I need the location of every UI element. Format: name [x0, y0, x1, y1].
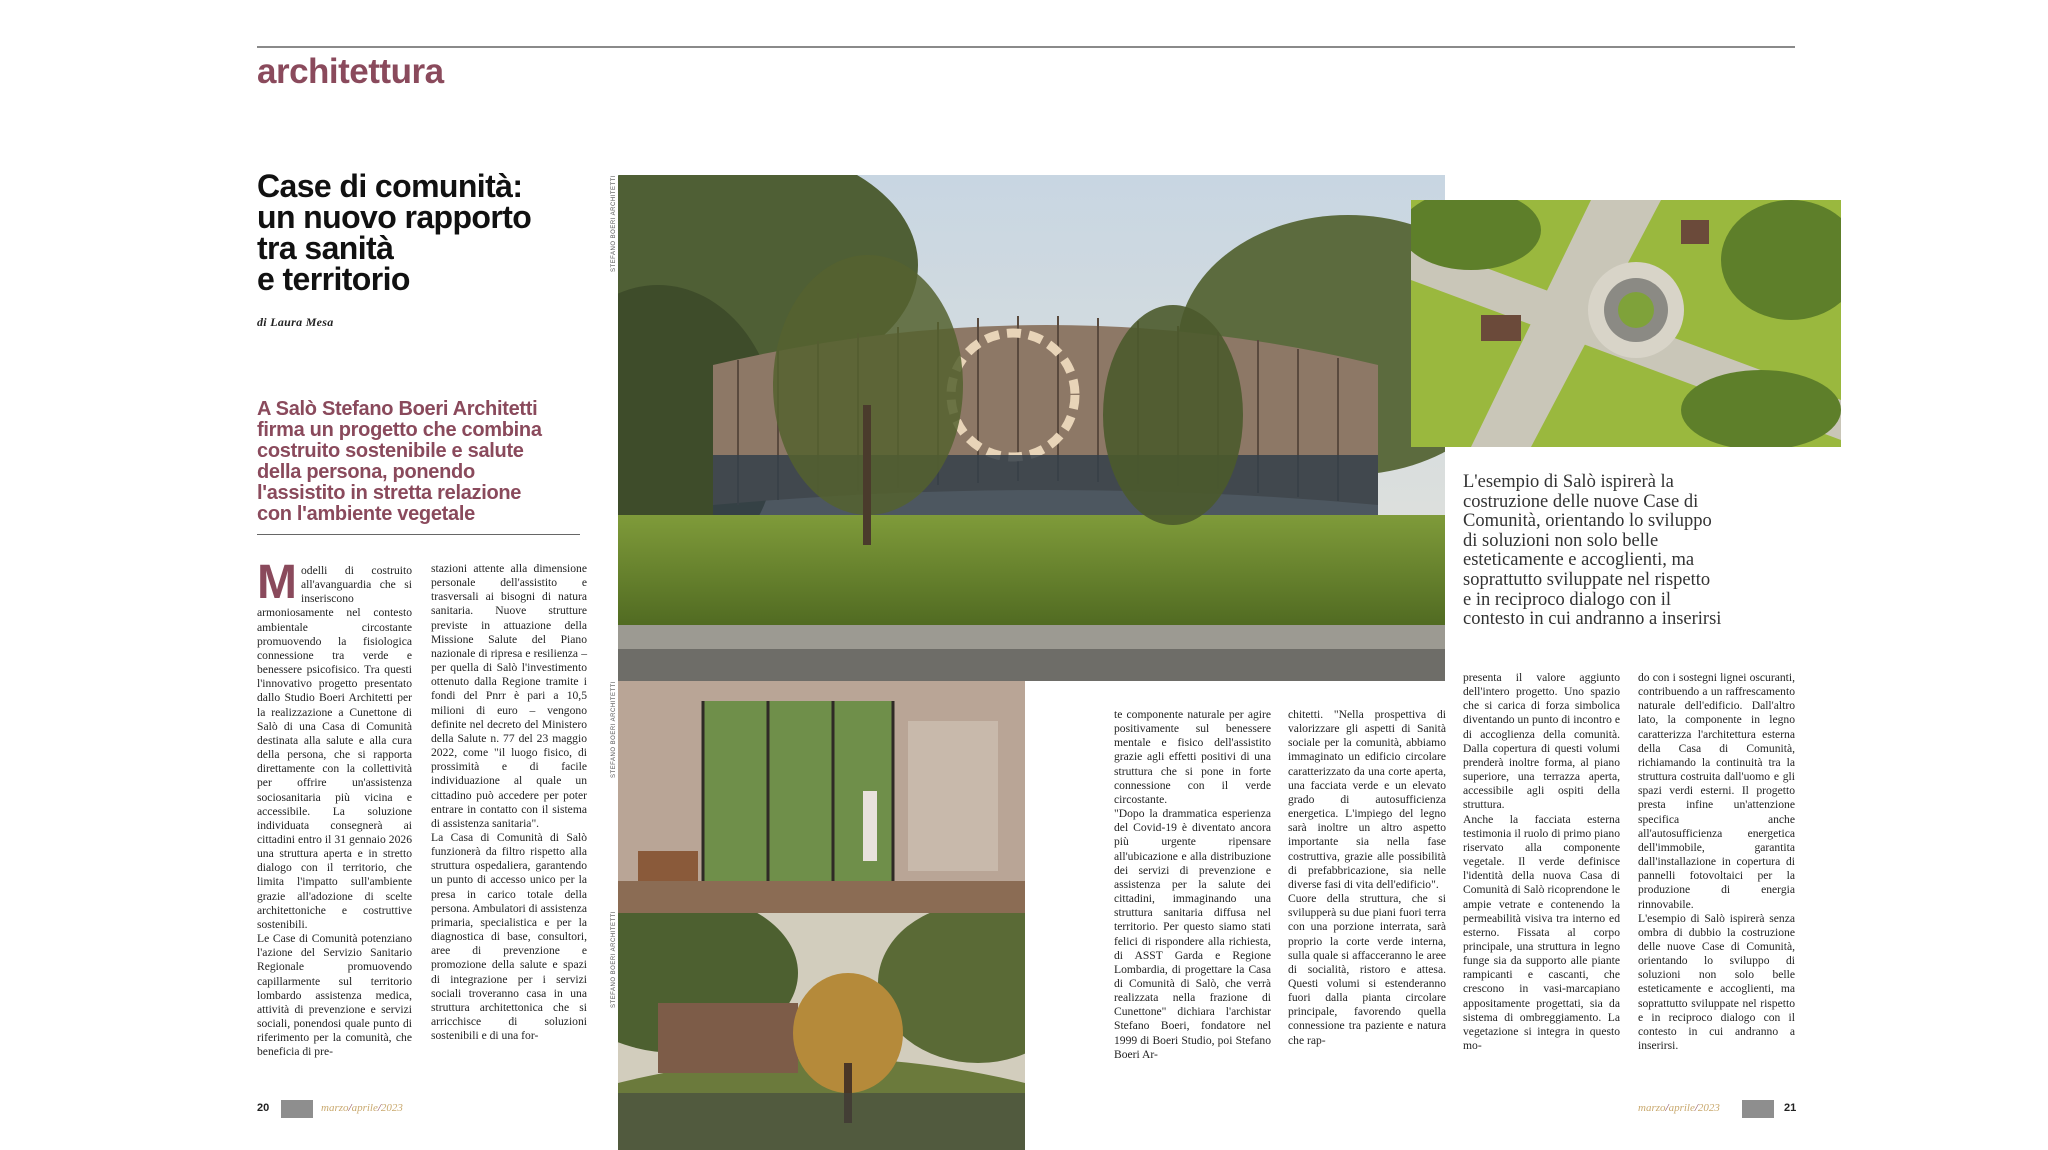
photo-credit: STEFANO BOERI ARCHITETTI — [611, 680, 617, 778]
photo-credit: STEFANO BOERI ARCHITETTI — [611, 174, 617, 272]
date-sep: / — [1694, 1102, 1698, 1114]
date-month: marzo — [1638, 1102, 1666, 1114]
title-line: tra sanità — [257, 230, 394, 266]
body-paragraph: Le Case di Comunità potenziano l'azione del Servizio Sanitario Regionale promuovendo capillarmente sul territorio lombardo assistenza medica, attività di prevenzione e servizi sociali, ponendosi quale punto di riferimento per la comunità, che beneficia di pre- — [257, 932, 412, 1059]
date-sep: / — [377, 1102, 381, 1114]
folio-box — [1742, 1100, 1774, 1118]
standfirst-rule — [257, 534, 580, 535]
quote-line: contesto in cui andranno a inserirsi — [1463, 609, 1722, 630]
body-paragraph: presenta il valore aggiunto dell'intero progetto. Uno spazio che si carica di forza simbolica diventando un punto di incontro e di accoglienza della comunità. Dalla copertura di questi volumi prenderà inoltre forma, al piano superiore, una terrazza aperta, accessibile agli ospiti della struttura. — [1463, 671, 1620, 812]
standfirst-line: costruito sostenibile e salute — [257, 440, 524, 462]
body-paragraph: stazioni attente alla dimensione personale dell'assistito e trasversali ai bisogni di natura sanitaria. Nuove strutture previste in attuazione della Missione Salute del Piano nazionale di ripresa e resilienza – per quella di Salò l'investimento ottenuto dalla Regione tramite i fondi del Pnrr è pari a 10,5 milioni di euro – vengono definite nel decreto del Ministero della Salute n. 77 del 23 maggio 2022, come "il luogo fisico, di prossimità e di facile individuazione al quale un cittadino può accedere per poter entrare in contatto con il sistema di assistenza sanitaria". — [431, 562, 587, 830]
standfirst-line: A Salò Stefano Boeri Architetti — [257, 398, 538, 420]
exterior-render-photo — [618, 175, 1445, 681]
standfirst — [257, 399, 587, 525]
quote-line: di soluzioni non solo belle — [1463, 530, 1659, 551]
interior-render-photo — [618, 681, 1025, 913]
date-month: marzo — [321, 1102, 349, 1114]
article-title — [257, 168, 597, 297]
title-line: Case di comunità: — [257, 168, 523, 204]
quote-line: L'esempio di Salò ispirerà la — [1463, 472, 1674, 492]
date-year: 2023 — [1697, 1102, 1720, 1114]
standfirst-line: l'assistito in stretta relazione — [257, 482, 522, 504]
body-paragraph: Cuore della struttura, che si svilupperà su due piani fuori terra con una porzione interrata, sarà proprio la corte verde interna, sulla quale si affacceranno le aree di socialità, ristoro e attesa. Questi volumi si estenderanno fuori dalla pianta circolare principale, favorendo quella connessione tra paziente e natura che rap- — [1288, 892, 1446, 1047]
body-paragraph: Anche la facciata esterna testimonia il ruolo di primo piano riservato alla componente vegetale. Il verde definisce l'identità della nuova Casa di Comunità di Salò ricoprendone le ampie vetrate e contenendo la permeabilità visiva tra interno ed esterno. Fissata al corpo principale, una struttura in legno funge sia da supporto alle piante rampicanti e cascanti, che crescono in vasi-marcapiano appositamente progettati, sia da sistema di ombreggiamento. La vegetazione si integra in questo mo- — [1463, 812, 1620, 1053]
page-number-left: 20 — [257, 1102, 270, 1114]
body-paragraph: chitetti. "Nella prospettiva di valorizzare gli aspetti di Sanità sociale per la comunità, abbiamo immaginato un edificio circolare caratterizzato da una corte aperta, una facciata verde e un elevato grado di autosufficienza energetica. L'impiego del legno sarà inoltre un altro aspetto importante sia nella fase costruttiva, grazie alle possibilità di prefabbricazione, sia nelle diverse fasi di vita dell'edificio". — [1288, 708, 1446, 891]
photo-credit: STEFANO BOERI ARCHITETTI — [611, 910, 617, 1008]
aerial-site-photo — [1411, 200, 1841, 447]
section-title: architettura — [257, 52, 444, 91]
body-column-6 — [1638, 671, 1795, 1053]
date-year: 2023 — [380, 1102, 403, 1114]
pull-quote — [1463, 473, 1793, 630]
body-text: odelli di costruito all'avanguardia che si inseriscono armoniosamente nel contesto ambientale circostante promuovendo la fisiologica connessione tra verde e benessere psicofisico. Tra questi l'innovativo progetto presentato dallo Studio Boeri Architetti per la realizzazione a Cunettone di Salò di una Casa di Comunità destinata alla salute e alla cura della persona, che si rapporta direttamente con la collettività per offrire un'assistenza sociosanitaria più vicina e accessibile. La soluzione individuata consegnerà ai cittadini entro il 31 gennaio 2026 una struttura aperta e in stretto dialogo con il territorio, che limita l'impatto sull'ambiente grazie all'adozione di scelte architettoniche e costruttive sostenibili. — [257, 564, 412, 931]
quote-line: costruzione delle nuove Case di — [1463, 491, 1699, 512]
title-line: un nuovo rapporto — [257, 199, 532, 235]
standfirst-line: con l'ambiente vegetale — [257, 503, 475, 525]
date-month: aprile — [1668, 1102, 1695, 1114]
quote-line: Comunità, orientando lo sviluppo — [1463, 511, 1712, 532]
body-paragraph: L'esempio di Salò ispirerà senza ombra di dubbio la costruzione delle nuove Case di Comunità, orientando lo sviluppo di soluzioni non solo belle esteticamente e accoglienti, ma soprattutto sviluppate nel rispetto e in reciproco dialogo con il contesto in cui andranno a inserirsi. — [1638, 911, 1795, 1053]
folio-box — [281, 1100, 313, 1118]
body-column-1 — [257, 556, 412, 1059]
body-paragraph: "Dopo la drammatica esperienza del Covid-19 è diventato ancora più urgente ripensare all'ubicazione e alla distribuzione dei servizi di prevenzione e assistenza per la salute dei cittadini, immaginando una struttura sanitaria diffusa nel territorio. Per questo siamo stati felici di rispondere alla richiesta, di ASST Garda e Regione Lombardia, di progettare la Casa di Comunità di Salò, che verrà realizzata nella frazione di Cunettone" dichiara l'archistar Stefano Boeri, fondatore nel 1999 di Boeri Studio, poi Stefano Boeri Ar- — [1114, 807, 1271, 1061]
title-line: e territorio — [257, 261, 410, 297]
quote-line: soprattutto sviluppate nel rispetto — [1463, 569, 1711, 590]
body-column-2 — [431, 562, 587, 1043]
body-paragraph: La Casa di Comunità di Salò funzionerà da filtro rispetto alla struttura ospedaliera, garantendo un punto di accesso unico per la presa in carico totale della persona. Ambulatori di assistenza primaria, specialistica e per la diagnostica di base, consultori, aree di prevenzione e promozione della salute e spazi di integrazione per i servizi sociali troveranno casa in una struttura architettonica che si arricchisce di soluzioni sostenibili e di una for- — [431, 830, 587, 1043]
issue-date-left — [321, 1102, 403, 1114]
top-rule — [257, 46, 1795, 48]
standfirst-line: della persona, ponendo — [257, 461, 475, 483]
date-month: aprile — [351, 1102, 378, 1114]
courtyard-render-photo — [618, 913, 1025, 1150]
body-column-4 — [1288, 708, 1446, 1048]
standfirst-line: firma un progetto che combina — [257, 419, 542, 441]
quote-line: esteticamente e accoglienti, ma — [1463, 550, 1695, 571]
issue-date-right — [1638, 1102, 1720, 1114]
date-sep: / — [1665, 1102, 1669, 1114]
quote-line: e in reciproco dialogo con il — [1463, 589, 1672, 610]
body-paragraph: te componente naturale per agire positivamente sul benessere mentale e fisico dell'assistito grazie agli effetti positivi di una struttura che si pone in forte connessione con il verde circostante. — [1114, 708, 1271, 806]
body-paragraph: do con i sostegni lignei oscuranti, contribuendo a un raffrescamento naturale dell'edificio. Dall'altro lato, la componente in legno caratterizza l'architettura esterna della Casa di Comunità, richiamando la continuità tra la struttura costruita dall'uomo e gli spazi verdi esterni. Il progetto presta infine un'attenzione specifica anche all'autosufficienza energetica dell'immobile, garantita dall'installazione in copertura di pannelli fotovoltaici per la produzione di energia rinnovabile. — [1638, 671, 1795, 911]
date-sep: / — [348, 1102, 352, 1114]
page-number-right: 21 — [1784, 1102, 1797, 1114]
drop-cap: M — [257, 556, 297, 609]
body-paragraph — [257, 556, 412, 932]
body-column-3 — [1114, 708, 1271, 1062]
byline: di Laura Mesa — [257, 315, 334, 329]
body-column-5 — [1463, 671, 1620, 1053]
